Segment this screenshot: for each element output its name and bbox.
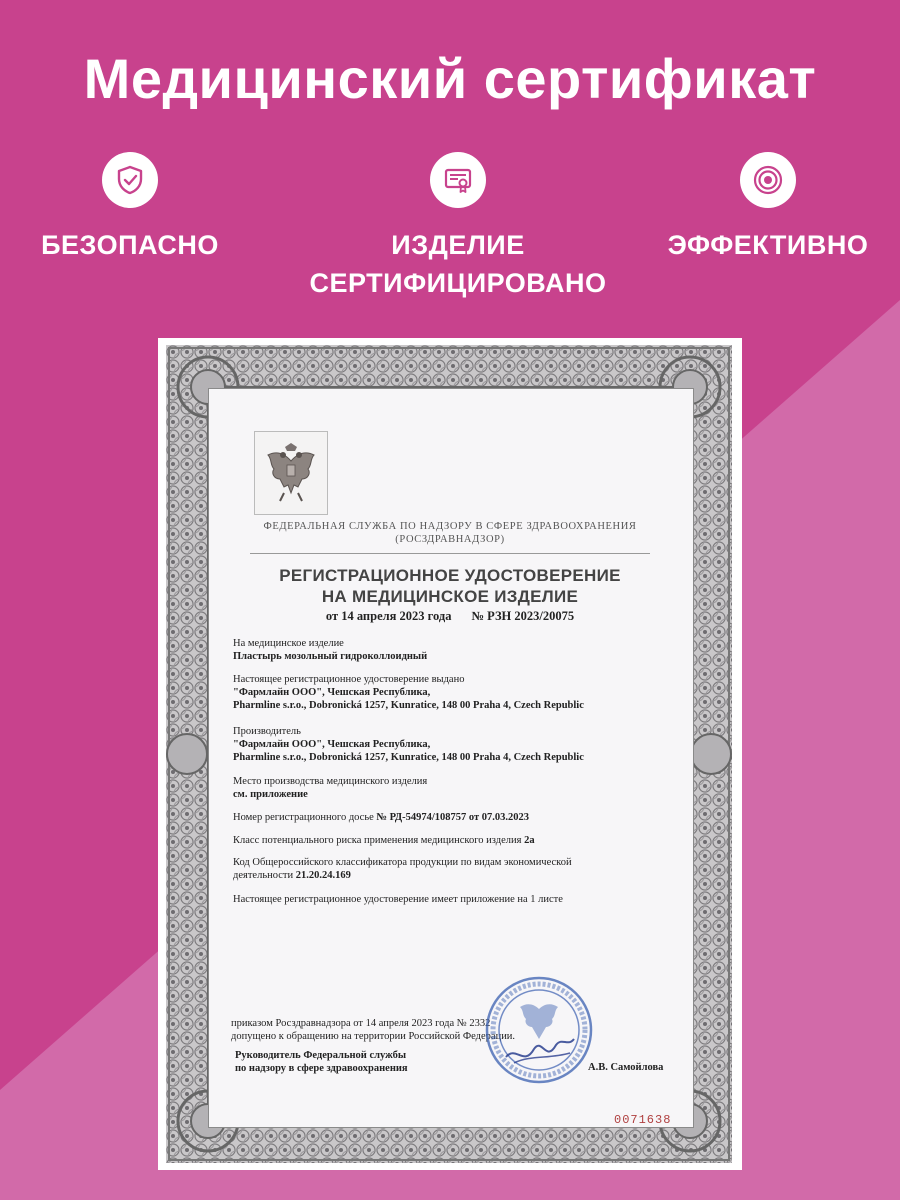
feature-effective [603,152,900,264]
signer-role: Руководитель Федеральной службы по надзору в сфере здравоохранения [235,1050,408,1074]
field-production-place: Место производства медицинского изделия см. приложение [233,776,428,800]
certificate-serial-number: 0071638 [614,1113,672,1127]
page-headline: Медицинский сертификат [83,47,817,110]
signer-name: А.В. Самойлова [588,1062,664,1073]
field-okpd-code: Код Общероссийского классификатора продукции по видам экономической деятельности 21.20.24.169 [233,857,572,881]
certificate-title: РЕГИСТРАЦИОННОЕ УДОСТОВЕРЕНИЕ НА МЕДИЦИНСКОЕ ИЗДЕЛИЕ [279,566,621,606]
target-icon [740,152,796,208]
feature-safe [0,152,295,264]
double-headed-eagle-icon [262,441,320,505]
coat-of-arms-emblem [254,431,328,515]
feature-label: ЭФФЕКТИВНО [667,230,869,260]
field-product: На медицинское изделие Пластырь мозольный гидроколлоидный [233,638,428,662]
shield-check-icon [102,152,158,208]
feature-label: ИЗДЕЛИЕ СЕРТИФИЦИРОВАНО [309,230,607,298]
field-appendix-note: Настоящее регистрационное удостоверение имеет приложение на 1 листе [233,894,563,905]
field-dossier-number: Номер регистрационного досье № РД-54974/108757 от 07.03.2023 [233,812,530,823]
certificate-date-number: от 14 апреля 2023 года № РЗН 2023/20075 [325,609,575,623]
field-issued-to: Настоящее регистрационное удостоверение выдано "Фармлайн ООО", Чешская Республика, Pharmline s.r.o., Dobronická 1257, Kunratice, 148 00 Praha 4, Czech Republic [233,674,584,711]
feature-label: БЕЗОПАСНО [41,230,219,260]
field-manufacturer: Производитель "Фармлайн ООО", Чешская Республика, Pharmline s.r.o., Dobronická 1257, Kunratice, 148 00 Praha 4, Czech Republic [233,726,584,763]
divider [250,553,650,554]
certificate-icon [430,152,486,208]
issuing-agency: ФЕДЕРАЛЬНАЯ СЛУЖБА ПО НАДЗОРУ В СФЕРЕ ЗДРАВООХРАНЕНИЯ (РОСЗДРАВНАДЗОР) [263,521,637,545]
order-note: приказом Росздравнадзора от 14 апреля 2023 года № 2332 допущено к обращению на территории Российской Федерации. [231,1018,516,1042]
field-risk-class: Класс потенциального риска применения медицинского изделия 2а [233,835,535,846]
feature-certified [293,152,623,302]
official-round-stamp [484,975,594,1085]
